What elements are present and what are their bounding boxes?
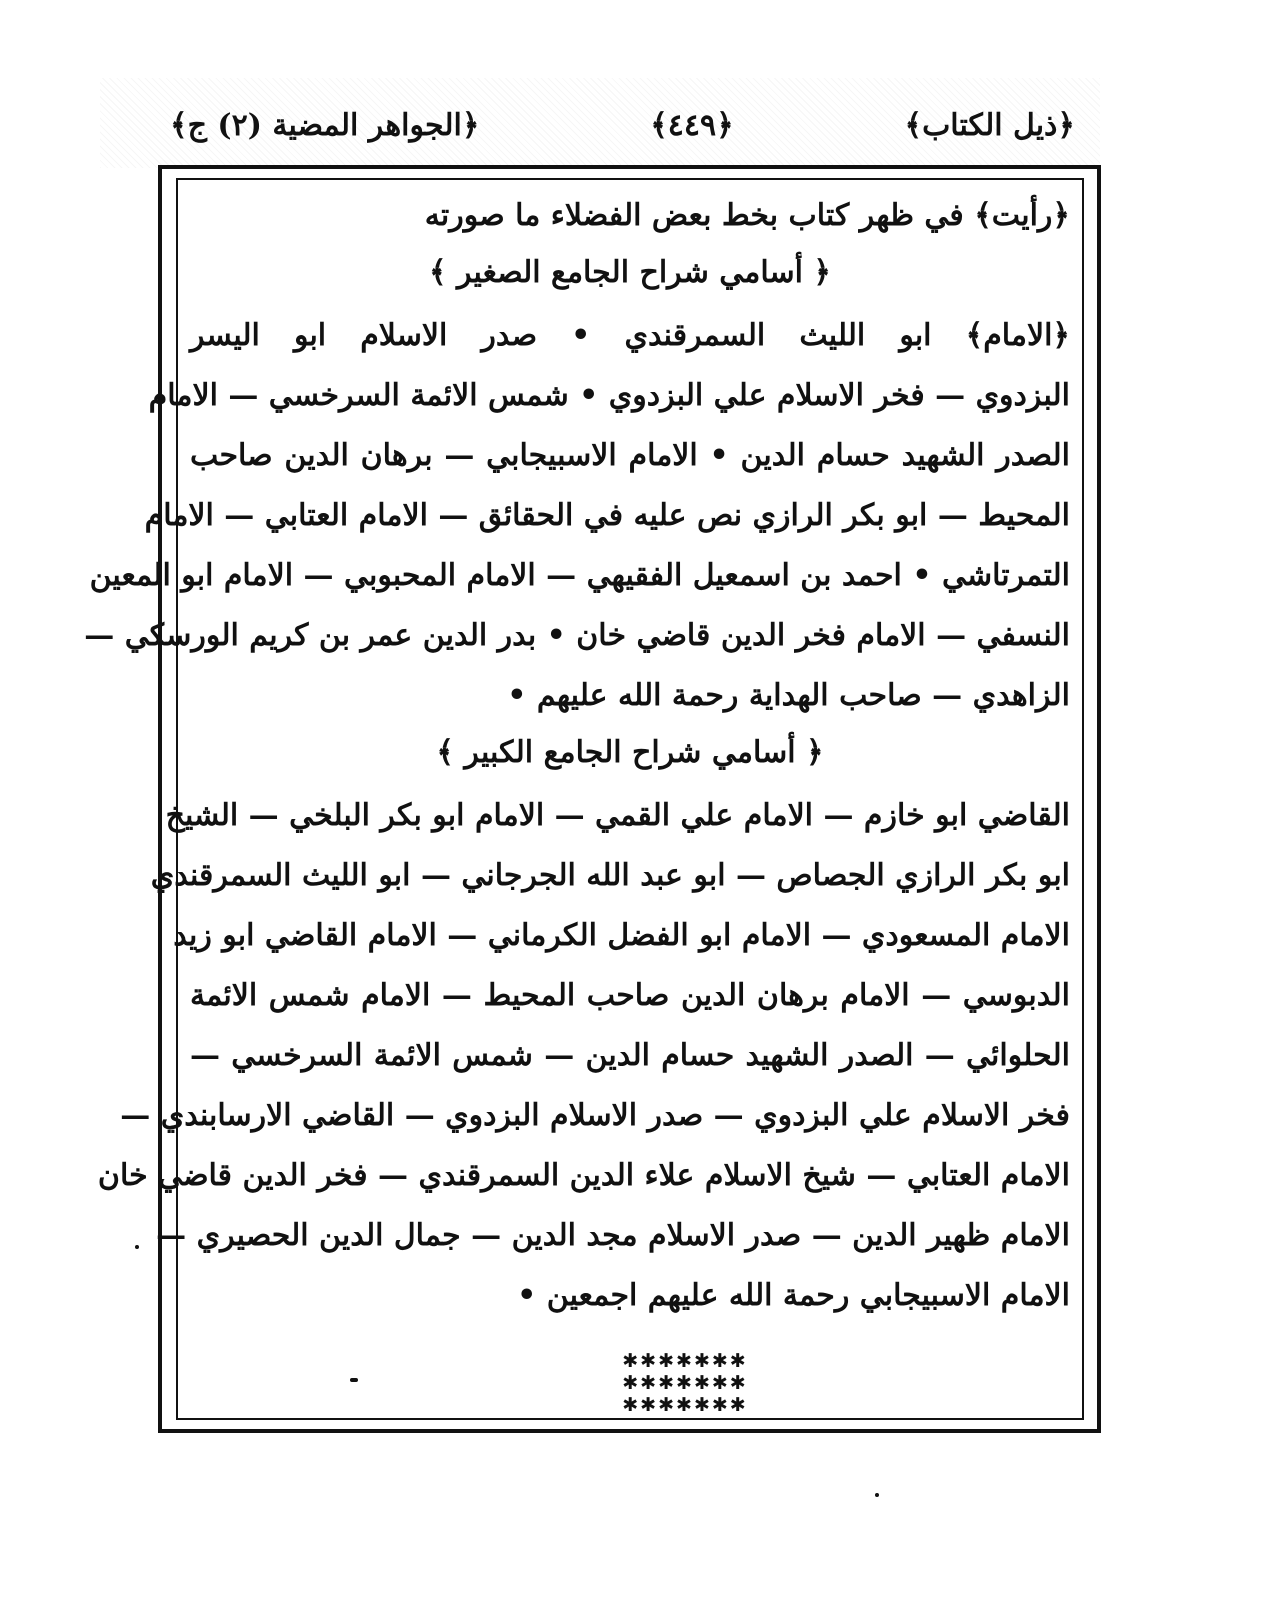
closing-ornament xyxy=(590,1350,780,1420)
text-line: ﴿الامام﴾ ابو الليث السمرقندي • صدر الاسلام ابو اليسر xyxy=(190,318,1070,353)
intro-line: ﴿رأيت﴾ في ظهر كتاب بخط بعض الفضلاء ما صورته xyxy=(424,198,1070,233)
text-line: النسفي — الامام فخر الدين قاضي خان • بدر الدين عمر بن كريم الورسكي — xyxy=(84,618,1070,653)
header-title: ﴿ذيل الكتاب﴾ xyxy=(904,107,1075,143)
ornament-row: ✱✱✱✱✱✱✱ xyxy=(622,1394,748,1416)
section-heading-large-jami: ﴿ أسامي شراح الجامع الكبير ﴾ xyxy=(436,735,824,770)
text-line: الصدر الشهيد حسام الدين • الامام الاسبيجابي — برهان الدين صاحب xyxy=(190,438,1070,473)
page-header xyxy=(170,95,1075,155)
ink-speck xyxy=(875,1493,879,1497)
text-line: القاضي ابو خازم — الامام علي القمي — الامام ابو بكر البلخي — الشيخ xyxy=(165,798,1070,833)
ornament-row: ✱✱✱✱✱✱✱ xyxy=(622,1350,748,1372)
text-line: الامام المسعودي — الامام ابو الفضل الكرماني — الامام القاضي ابو زيد xyxy=(173,918,1070,953)
ink-speck xyxy=(350,1378,358,1382)
ornament-row: ✱✱✱✱✱✱✱ xyxy=(622,1372,748,1394)
text-line: فخر الاسلام علي البزدوي — صدر الاسلام البزدوي — القاضي الارسابندي — xyxy=(120,1098,1070,1133)
text-line: الامام الاسبيجابي رحمة الله عليهم اجمعين • xyxy=(517,1278,1070,1313)
page-content xyxy=(84,188,1070,1408)
text-line: التمرتاشي • احمد بن اسمعيل الفقيهي — الامام المحبوبي — الامام ابو المعين xyxy=(89,558,1070,593)
text-line: الحلوائي — الصدر الشهيد حسام الدين — شمس الائمة السرخسي — xyxy=(190,1038,1070,1073)
text-line: الدبوسي — الامام برهان الدين صاحب المحيط — الامام شمس الائمة xyxy=(190,978,1070,1013)
text-line: المحيط — ابو بكر الرازي نص عليه في الحقائق — الامام العتابي — الامام xyxy=(144,498,1070,533)
text-line: الامام ظهير الدين — صدر الاسلام مجد الدين — جمال الدين الحصيري — xyxy=(156,1218,1070,1253)
header-page-number: ﴿٤٤٩﴾ xyxy=(650,107,734,143)
ink-speck xyxy=(135,1245,139,1249)
text-line: الزاهدي — صاحب الهداية رحمة الله عليهم • xyxy=(507,678,1070,713)
text-line: ابو بكر الرازي الجصاص — ابو عبد الله الجرجاني — ابو الليث السمرقندي xyxy=(150,858,1070,893)
header-book-name: ﴿الجواهر المضية (٢) ج﴾ xyxy=(170,107,480,143)
section-heading-small-jami: ﴿ أسامي شراح الجامع الصغير ﴾ xyxy=(428,255,832,290)
text-line: البزدوي — فخر الاسلام علي البزدوي • شمس الائمة السرخسي — الامام xyxy=(148,378,1070,413)
text-line: الامام العتابي — شيخ الاسلام علاء الدين السمرقندي — فخر الدين قاضي خان xyxy=(97,1158,1070,1193)
